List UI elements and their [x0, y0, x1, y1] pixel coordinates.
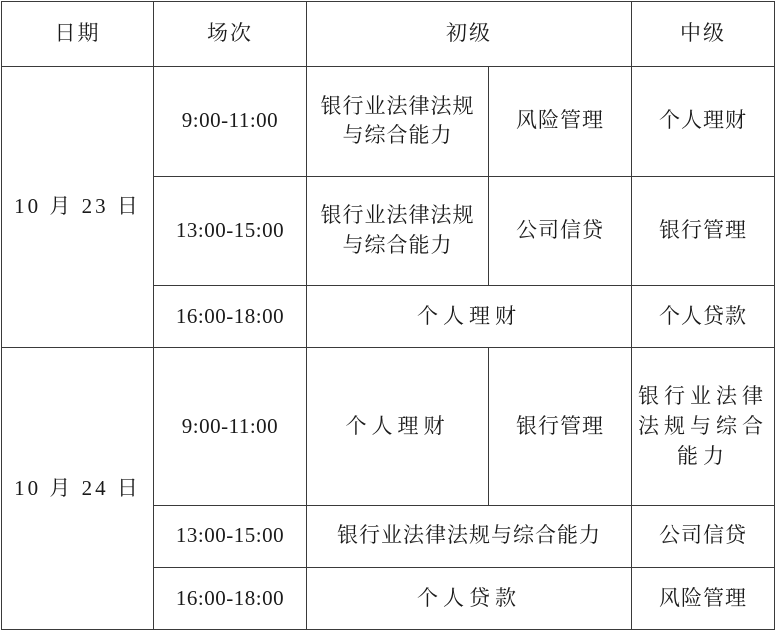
column-header-session: 场次	[154, 2, 307, 67]
junior-subject-b: 风险管理	[489, 67, 632, 177]
junior-subject-a: 银行业法律法规与综合能力	[307, 176, 489, 286]
session-time: 16:00-18:00	[154, 567, 307, 629]
column-header-date: 日期	[2, 2, 154, 67]
intermediate-subject: 银行业法律法规与综合能力	[632, 348, 775, 505]
junior-subject-a: 银行业法律法规与综合能力	[307, 67, 489, 177]
junior-subject-merged: 银行业法律法规与综合能力	[307, 505, 632, 567]
junior-subject-merged: 个人贷款	[307, 567, 632, 629]
junior-subject-b: 银行管理	[489, 348, 632, 505]
intermediate-subject: 公司信贷	[632, 505, 775, 567]
table-row	[2, 348, 775, 505]
intermediate-subject: 个人理财	[632, 67, 775, 177]
session-time: 13:00-15:00	[154, 505, 307, 567]
table-header-row	[2, 2, 775, 67]
junior-subject-a: 个人理财	[307, 348, 489, 505]
document-page	[0, 1, 776, 632]
session-time: 9:00-11:00	[154, 348, 307, 505]
table-row	[2, 67, 775, 177]
date-cell-day2: 10 月 24 日	[2, 348, 154, 630]
column-header-intermediate: 中级	[632, 2, 775, 67]
session-time: 9:00-11:00	[154, 67, 307, 177]
exam-schedule-table	[1, 1, 775, 630]
session-time: 16:00-18:00	[154, 286, 307, 348]
junior-subject-b: 公司信贷	[489, 176, 632, 286]
junior-subject-merged: 个人理财	[307, 286, 632, 348]
intermediate-subject: 风险管理	[632, 567, 775, 629]
column-header-junior: 初级	[307, 2, 632, 67]
session-time: 13:00-15:00	[154, 176, 307, 286]
intermediate-subject: 个人贷款	[632, 286, 775, 348]
intermediate-subject: 银行管理	[632, 176, 775, 286]
date-cell-day1: 10 月 23 日	[2, 67, 154, 348]
